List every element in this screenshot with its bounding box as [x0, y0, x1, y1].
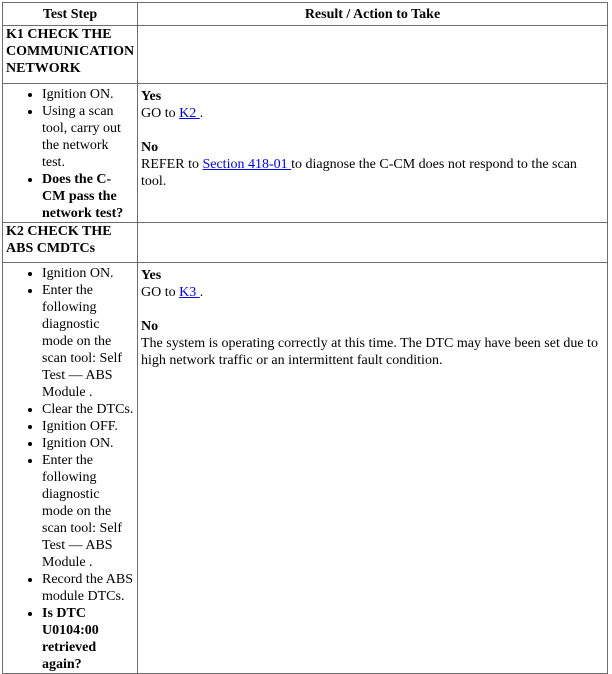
k1-step-2: • Using a scan tool, carry out the network test. [42, 103, 134, 171]
table-header-row [3, 3, 608, 26]
k2-steps-cell [3, 263, 138, 674]
k2-title-row [3, 223, 608, 263]
k2-step-title: K2 CHECK THE ABS CMDTCs [3, 223, 138, 263]
k1-result-cell [138, 84, 608, 223]
k2-yes-label: Yes [141, 268, 162, 283]
k1-step-title: K1 CHECK THE COMMUNICATION NETWORK [3, 26, 138, 84]
k1-no-action [141, 156, 604, 190]
k1-yes-suffix: . [199, 106, 204, 121]
k1-title-row [3, 26, 608, 84]
k1-step-1: • Ignition ON. [42, 86, 134, 103]
k2-no-action: The system is operating correctly at this time. The DTC may have been set due to high network traffic or an intermittent fault condition. [141, 336, 598, 368]
k1-step-list [6, 86, 134, 222]
k2-yes-action [141, 284, 604, 301]
k2-no-label: No [141, 319, 159, 334]
k1-yes-action [141, 105, 604, 122]
k1-yes-label: Yes [141, 89, 162, 104]
diagnostic-table [2, 2, 608, 674]
k2-yes-prefix: GO to [141, 285, 180, 300]
header-result-action: Result / Action to Take [138, 3, 608, 26]
link-k2[interactable]: K2 [179, 106, 200, 121]
k1-question: • Does the C-CM pass the network test? [42, 171, 134, 222]
k1-no-prefix: REFER to [141, 157, 203, 172]
k2-step-3: • Clear the DTCs. [42, 401, 134, 418]
k2-step-4: • Ignition OFF. [42, 418, 134, 435]
header-test-step: Test Step [3, 3, 138, 26]
k2-title-spacer [138, 223, 608, 263]
k2-step-5: • Ignition ON. [42, 435, 134, 452]
k1-title-spacer [138, 26, 608, 84]
k2-step-2: • Enter the following diagnostic mode on the scan tool: Self Test — ABS Module . [42, 282, 134, 401]
k2-step-7: • Record the ABS module DTCs. [42, 571, 134, 605]
k1-no-label: No [141, 140, 159, 155]
k2-body-row [3, 263, 608, 674]
k2-result-cell [138, 263, 608, 674]
k2-yes-suffix: . [199, 285, 204, 300]
link-section-418-01[interactable]: Section 418-01 [202, 157, 292, 172]
k1-yes-prefix: GO to [141, 106, 180, 121]
k1-steps-cell [3, 84, 138, 223]
link-k3[interactable]: K3 [179, 285, 200, 300]
k1-no-suffix: to diagnose the C-CM does not respond to the scan tool. [141, 157, 577, 189]
k1-body-row [3, 84, 608, 223]
k2-step-6: • Enter the following diagnostic mode on the scan tool: Self Test — ABS Module . [42, 452, 134, 571]
k2-step-list [6, 265, 134, 673]
k2-step-1: • Ignition ON. [42, 265, 134, 282]
k2-question: • Is DTC U0104:00 retrieved again? [42, 605, 134, 673]
